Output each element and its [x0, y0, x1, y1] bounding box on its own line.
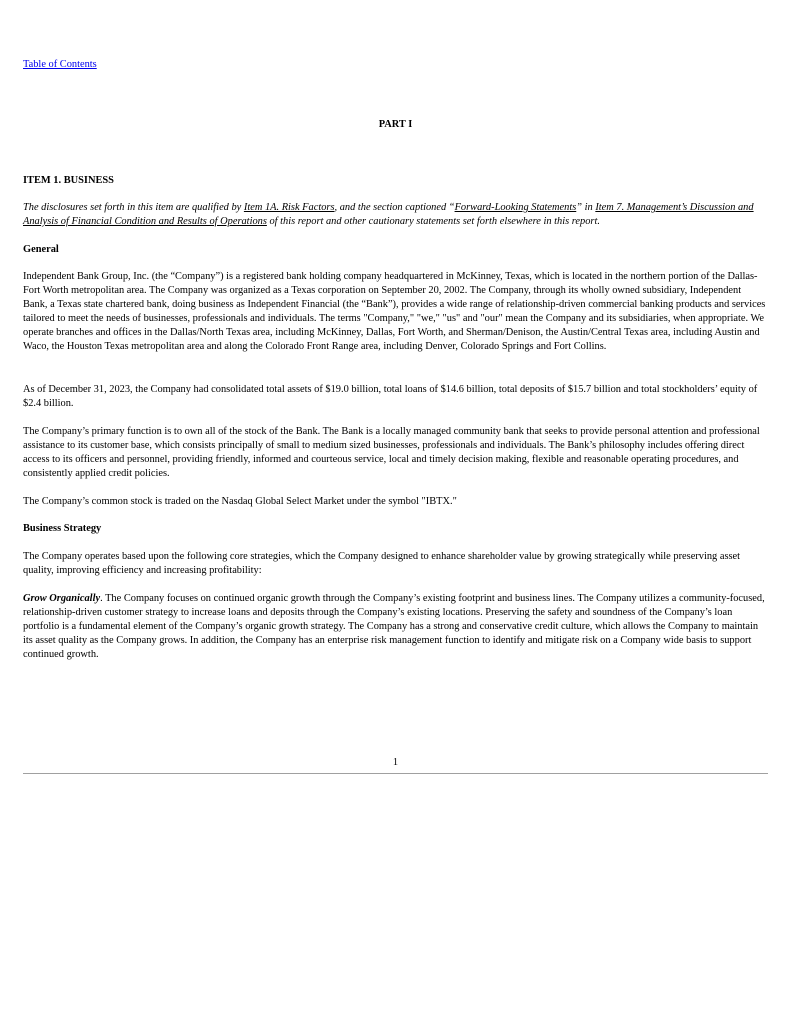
strategy-paragraph-intro: The Company operates based upon the following core strategies, which the Company designed to enhance shareholder value by growing strategically while preserving asset quality, improving efficiency and increasing profitability:: [23, 551, 741, 576]
grow-organically-lead: Grow Organically: [23, 593, 101, 604]
general-heading: General: [23, 244, 59, 255]
forward-looking-statements-reference: Forward-Looking Statements: [454, 202, 577, 213]
intro-text-3: ” in: [576, 202, 596, 213]
business-strategy-heading: Business Strategy: [23, 523, 102, 534]
general-paragraph-stock: The Company’s common stock is traded on the Nasdaq Global Select Market under the symbol "IBTX.": [23, 496, 457, 507]
page-number: 1: [392, 757, 399, 768]
intro-disclosure: [23, 201, 768, 229]
part-title: PART I: [378, 119, 413, 130]
table-of-contents-link[interactable]: Table of Contents: [23, 59, 97, 70]
intro-text-1: The disclosures set forth in this item are qualified by: [23, 202, 244, 213]
mdna-reference: Item 7. Management’s Discussion and Analysis of Financial Condition and Results of Operations: [23, 202, 754, 227]
risk-factors-reference: Item 1A. Risk Factors: [243, 202, 335, 213]
general-paragraph-financials: As of December 31, 2023, the Company had consolidated total assets of $19.0 billion, total loans of $14.6 billion, total deposits of $15.7 billion and total stockholders’ equity of $2.4 billion.: [23, 384, 758, 409]
footer-divider: [23, 773, 768, 774]
grow-organically-text: . The Company focuses on continued organic growth through the Company’s existing footprint and business lines. The Company utilizes a community-focused, relationship-driven customer strategy to increase loans and deposits through the Company’s existing locations. Preserving the safety and soundness of the Company’s loan portfolio is a fundamental element of the Company’s organic growth strategy. The Company has a strong and conservative credit culture, which allows the Company to maintain its asset quality as the Company grows. In addition, the Company has an enterprise risk management function to identify and mitigate risk on a Company wide basis to support continued growth.: [23, 593, 765, 660]
strategy-paragraph-grow-organically: [23, 592, 768, 662]
intro-text-4: of this report and other cautionary statements set forth elsewhere in this report.: [266, 215, 600, 227]
general-paragraph-overview: Independent Bank Group, Inc. (the “Company”) is a registered bank holding company headquartered in McKinney, Texas, which is located in the northern portion of the Dallas-Fort Worth metropolitan area. The Company was organized as a Texas corporation on September 20, 2002. The Company, through its wholly owned subsidiary, Independent Bank, a Texas state chartered bank, doing business as Independent Financial (the “Bank”), provides a wide range of relationship-driven commercial banking products and services tailored to meet the needs of businesses, professionals and individuals. The terms "Company," "we," "us" and "our" mean the Company and its subsidiaries, when appropriate. We operate branches and offices in the Dallas/North Texas area, including McKinney, Dallas, Fort Worth, and Sherman/Denison, the Austin/Central Texas area, including Austin and Waco, the Houston Texas metropolitan area and along the Colorado Front Range area, including Denver, Colorado Springs and Fort Collins.: [23, 271, 766, 352]
item-title: ITEM 1. BUSINESS: [23, 175, 114, 186]
intro-text-2: , and the section captioned “: [334, 202, 455, 213]
general-paragraph-function: The Company’s primary function is to own all of the stock of the Bank. The Bank is a locally managed community bank that seeks to provide personal attention and professional assistance to its customer base, which consists principally of small to medium sized businesses, professionals and individuals. The Bank’s philosophy includes offering direct access to its officers and personnel, providing friendly, informed and courteous service, local and timely decision making, flexible and reasonable operating procedures, and consistently applied credit policies.: [23, 426, 760, 479]
